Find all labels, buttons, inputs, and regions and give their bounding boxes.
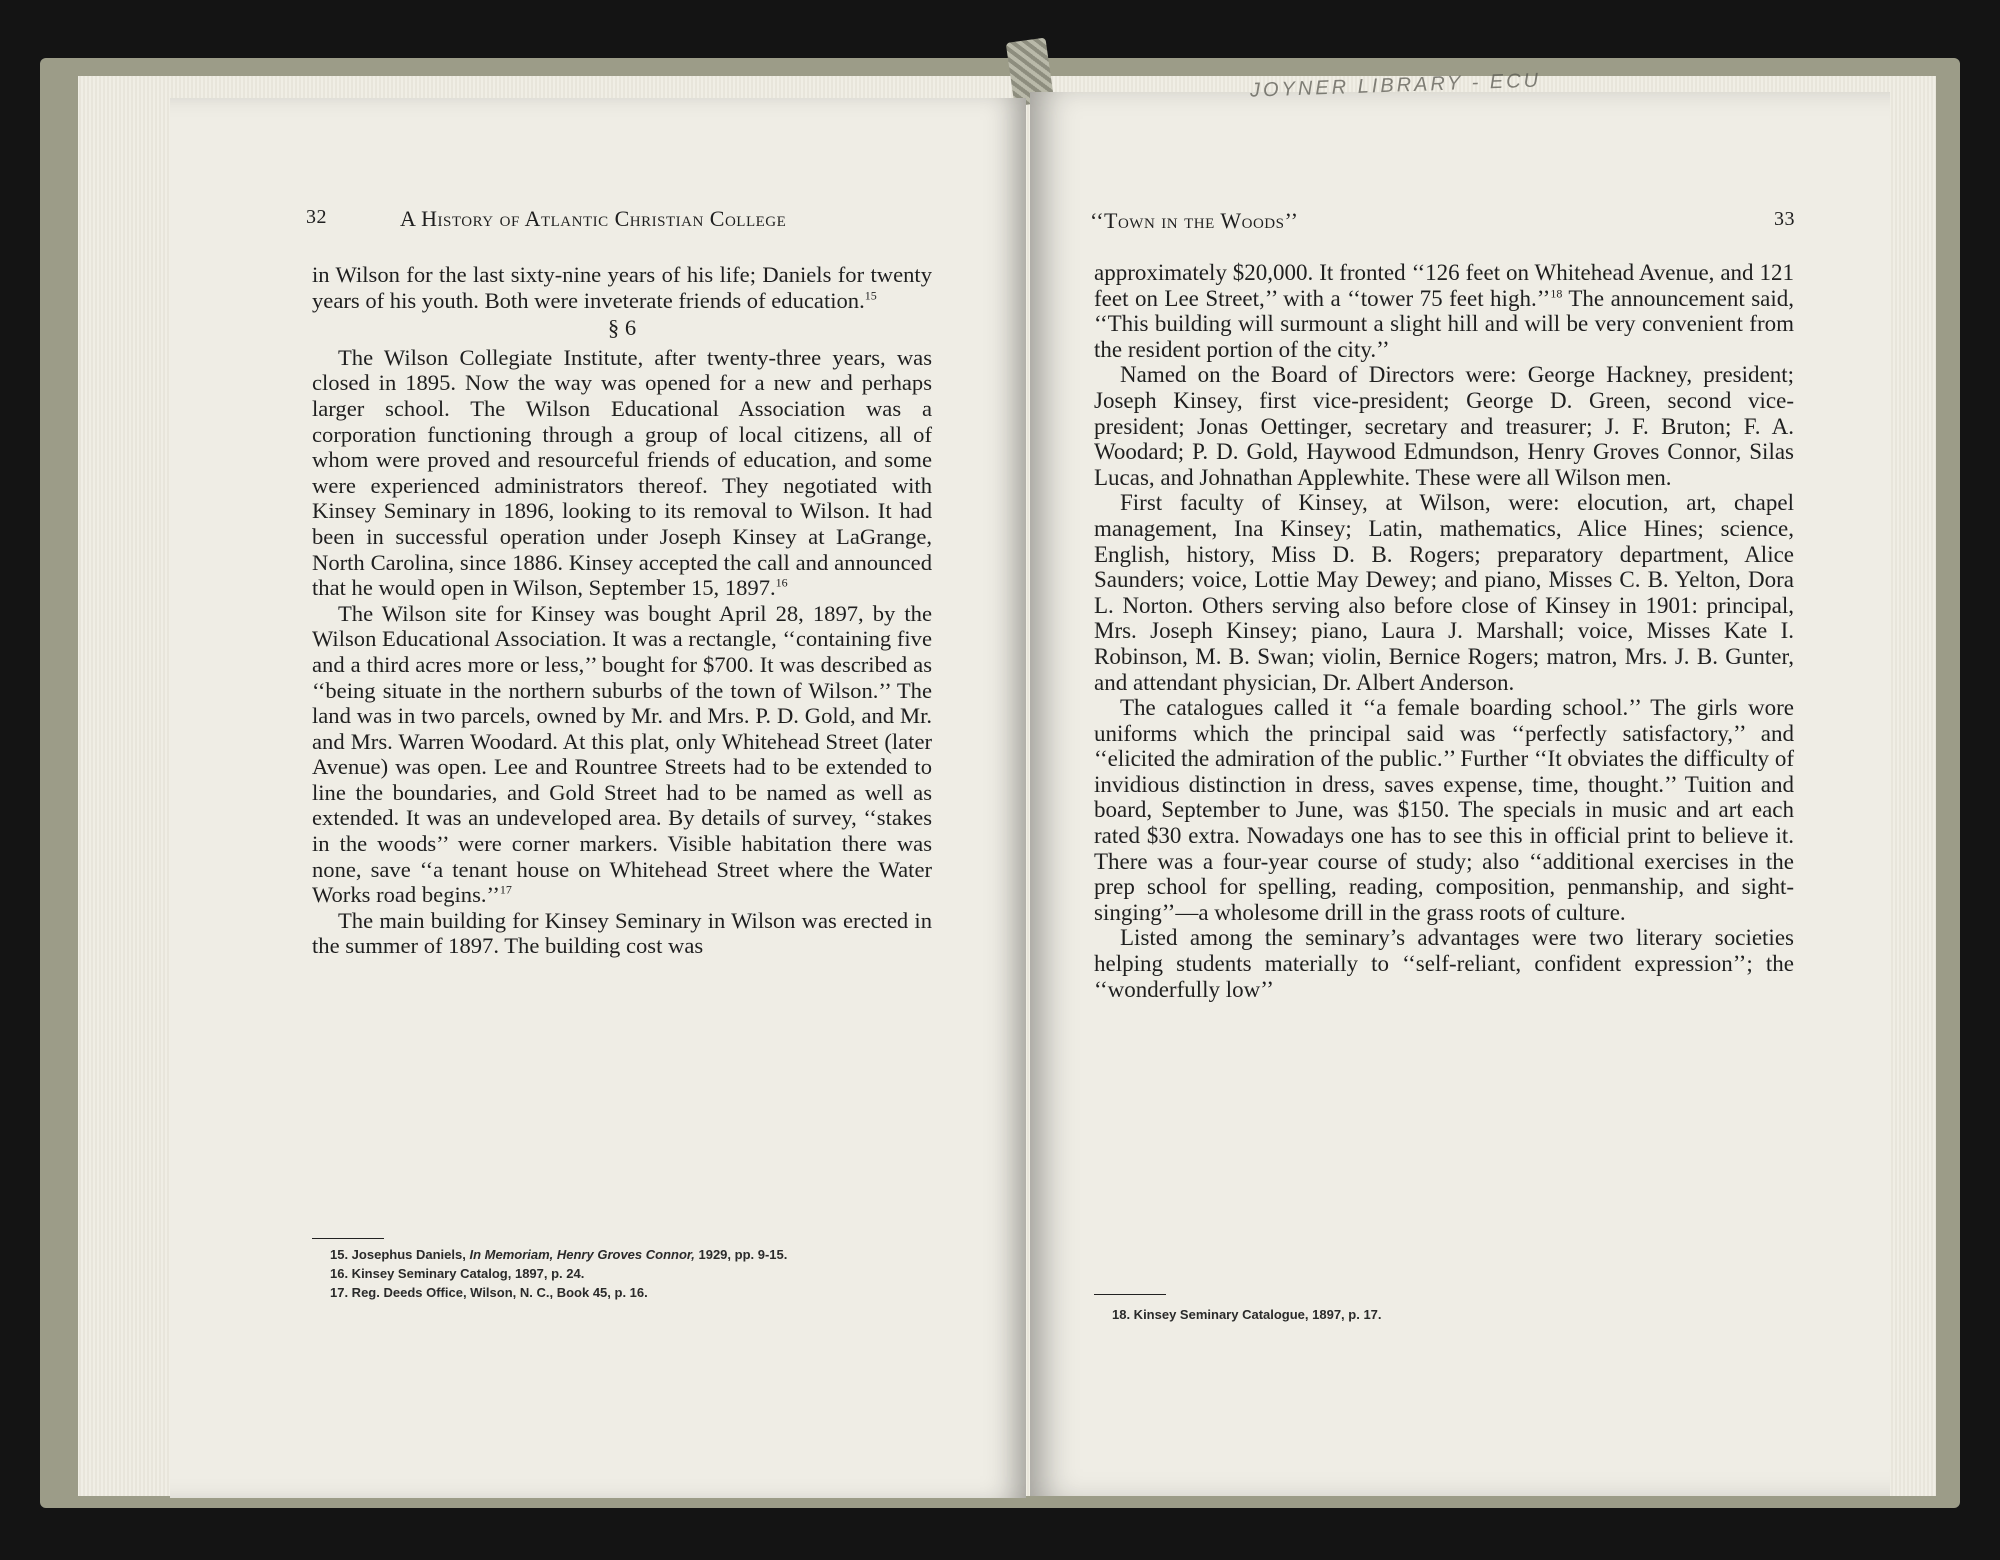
footnote-ref-16: 16 bbox=[775, 575, 788, 590]
right-paragraph-3: First faculty of Kinsey, at Wilson, were: elocution, art, chapel management, Ina Kinsey; Latin, mathematics, Alice Hines; science, English, history, Miss D. B. Rogers; preparatory department, Alice Saunders; voice, Lottie May Dewey; and piano, Misses C. B. Yelton, Dora L. Norton. Others serving also before close of Kinsey in 1901: principal, Mrs. Joseph Kinsey; piano, Laura J. Marshall; voice, Misses Kate I. Robinson, M. B. Swan; violin, Bernice Rogers; matron, Mrs. J. B. Gunter, and attendant physician, Dr. Albert Anderson. bbox=[1094, 490, 1794, 695]
section-heading: § 6 bbox=[607, 315, 637, 341]
right-running-head: ‘‘Town in the Woods’’ bbox=[1090, 208, 1299, 233]
left-footnote-rule bbox=[312, 1238, 384, 1239]
footnote-15: 15. Josephus Daniels, In Memoriam, Henry Groves Connor, 1929, pp. 9-15. bbox=[330, 1247, 788, 1262]
right-footnotes bbox=[1094, 1306, 1794, 1325]
left-intro-paragraph: in Wilson for the last sixty-nine years of his life; Daniels for twenty years of his youth. Both were inveterate friends of education.$^{15}$ bbox=[312, 262, 932, 313]
footnote-18: 18. Kinsey Seminary Catalogue, 1897, p. 17. bbox=[1112, 1307, 1382, 1322]
left-paragraph-3: The main building for Kinsey Seminary in Wilson was erected in the summer of 1897. The building cost was bbox=[312, 907, 932, 959]
left-page bbox=[170, 98, 1026, 1498]
right-page bbox=[1030, 92, 1890, 1496]
right-paragraph-2: Named on the Board of Directors were: George Hackney, president; Joseph Kinsey, first vice-president; George D. Green, second vice-president; Jonas Oettinger, secretary and treasurer; J. F. Bruton; F. A. Woodard; P. D. Gold, Haywood Edmundson, Henry Groves Connor, Silas Lucas, and Johnathan Applewhite. These were all Wilson men. bbox=[1094, 362, 1794, 490]
right-page-number: 33 bbox=[1774, 208, 1795, 230]
left-running-head: A History of Atlantic Christian College bbox=[400, 206, 787, 231]
right-paragraph-4: The catalogues called it ‘‘a female boarding school.’’ The girls wore uniforms which the principal said was ‘‘perfectly satisfactory,’’ and ‘‘elicited the admiration of the public.’’ Further ‘‘It obviates the difficulty of invidious distinction in dress, saves expense, time, thought.’’ Tuition and board, September to June, was $150. The specials in music and art each rated $30 extra. Nowadays one has to see this in official print to believe it. There was a four-year course of study; also ‘‘additional exercises in the prep school for spelling, reading, composition, penmanship, and sight-singing’’—a wholesome drill in the grass roots of culture. bbox=[1094, 695, 1794, 925]
right-paragraph-1: approximately $20,000. It fronted ‘‘126 feet on Whitehead Avenue, and 121 feet on Lee Street,’’ with a ‘‘tower 75 feet high.’’$^{18}$ The announcement said, ‘‘This building will surmount a slight hill and will be very convenient from the resident portion of the city.’’ bbox=[1094, 260, 1794, 362]
footnote-17: 17. Reg. Deeds Office, Wilson, N. C., Book 45, p. 16. bbox=[330, 1285, 648, 1300]
right-paragraph-5: Listed among the seminary’s advantages were two literary societies helping students materially to ‘‘self-reliant, confident expression’’; the ‘‘wonderfully low’’ bbox=[1094, 925, 1794, 1002]
footnote-ref-15: 15 bbox=[864, 288, 877, 303]
left-page-number: 32 bbox=[306, 206, 327, 228]
left-body-text bbox=[312, 262, 932, 959]
footnote-16: 16. Kinsey Seminary Catalog, 1897, p. 24. bbox=[330, 1266, 585, 1281]
left-paragraph-2: The Wilson site for Kinsey was bought April 28, 1897, by the Wilson Educational Association. It was a rectangle, ‘‘containing five and a third acres more or less,’’ bought for $700. It was described as ‘‘being situate in the northern suburbs of the town of Wilson.’’ The land was in two parcels, owned by Mr. and Mrs. P. D. Gold, and Mr. and Mrs. Warren Woodard. At this plat, only Whitehead Street (later Avenue) was open. Lee and Rountree Streets had to be extended to line the boundaries, and Gold Street had to be named as well as extended. It was an undeveloped area. By details of survey, ‘‘stakes in the woods’’ were corner markers. Visible habitation there was none, save ‘‘a tenant house on Whitehead Street where the Water Works road begins.’’$^{17}$ bbox=[312, 600, 932, 908]
right-footnote-rule bbox=[1094, 1294, 1166, 1295]
footnote-ref-17: 17 bbox=[499, 882, 512, 897]
right-body-text bbox=[1094, 260, 1794, 1002]
left-footnotes bbox=[312, 1246, 932, 1303]
footnote-ref-18: 18 bbox=[1550, 285, 1563, 300]
library-stamp: JOYNER LIBRARY - ECU bbox=[1249, 69, 1542, 102]
left-paragraph-1: The Wilson Collegiate Institute, after twenty-three years, was closed in 1895. Now the way was opened for a new and perhaps larger school. The Wilson Educational Association was a corporation functioning through a group of local citizens, all of whom were proved and resourceful friends of education, and some were experienced administrators thereof. They negotiated with Kinsey Seminary in 1896, looking to its removal to Wilson. It had been in successful operation under Joseph Kinsey at LaGrange, North Carolina, since 1886. Kinsey accepted the call and announced that he would open in Wilson, September 15, 1897.16 bbox=[312, 344, 932, 601]
